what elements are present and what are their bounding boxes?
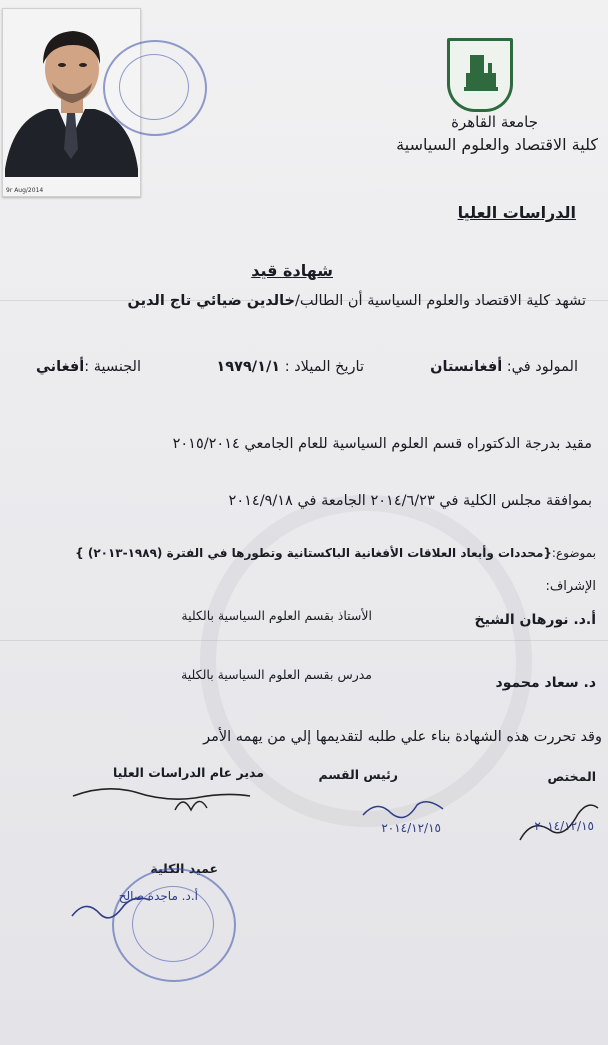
head-of-department-label: رئيس القسم bbox=[318, 767, 398, 782]
topic-line: بموضوع:{محددات وأبعاد العلاقات الأفغانية الباكستانية وتطورها في الفترة (١٩٨٩-٢٠١٣) } bbox=[75, 546, 596, 560]
certification-line: تشهد كلية الاقتصاد والعلوم السياسية أن الطالب/خالدين ضيائي تاج الدين bbox=[127, 293, 586, 309]
thesis-topic: {محددات وأبعاد العلاقات الأفغانية الباكستانية وتطورها في الفترة (١٩٨٩-٢٠١٣) } bbox=[75, 546, 552, 560]
faculty-name: كلية الاقتصاد والعلوم السياسية bbox=[396, 135, 598, 154]
graduate-director-label: مدير عام الدراسات العليا bbox=[112, 765, 264, 780]
nationality-value: أفغاني bbox=[36, 359, 85, 375]
birthdate-value: ١٩٧٩/١/١ bbox=[216, 359, 281, 375]
supervisor1-name: أ.د. نورهان الشيخ bbox=[474, 612, 596, 628]
birthplace-value: أفغانستان bbox=[430, 359, 503, 375]
photo-date-stamp: 9r Aug/2014 bbox=[6, 187, 44, 194]
nationality-line: الجنسية :أفغاني bbox=[36, 359, 141, 375]
department-heading: الدراسات العليا bbox=[457, 203, 576, 222]
specialist-label: المختص bbox=[547, 769, 596, 784]
sphinx-icon bbox=[450, 41, 510, 103]
head-signature-date: ٢٠١٤/١٢/١٥ bbox=[381, 821, 441, 835]
supervisor2-title: مدرس بقسم العلوم السياسية بالكلية bbox=[181, 667, 372, 682]
student-name: خالدين ضيائي تاج الدين bbox=[127, 293, 295, 309]
university-name: جامعة القاهرة bbox=[451, 113, 538, 131]
degree-line: مقيد بدرجة الدكتوراه قسم العلوم السياسية للعام الجامعي ٢٠١٥/٢٠١٤ bbox=[172, 436, 592, 452]
director-signature bbox=[65, 782, 275, 822]
birthplace-line: المولود في: أفغانستان bbox=[430, 359, 578, 375]
approval-line: بموافقة مجلس الكلية في ٢٠١٤/٦/٢٣ الجامعة في ٢٠١٤/٩/١٨ bbox=[228, 493, 592, 509]
dean-signature-text: أ.د. ماجدة صالح bbox=[118, 889, 198, 903]
official-stamp bbox=[103, 40, 207, 136]
birthdate-line: تاريخ الميلاد : ١٩٧٩/١/١ bbox=[216, 359, 364, 375]
specialist-signature-date: ٢٠١٤/١٢/١٥ bbox=[534, 819, 594, 833]
dean-label: عميد الكلية bbox=[150, 861, 218, 876]
certificate-title: شهادة قيد bbox=[251, 261, 333, 280]
university-logo bbox=[447, 38, 513, 112]
closing-statement: وقد تحررت هذه الشهادة بناء علي طلبه لتقديمها إلي من يهمه الأمر bbox=[203, 729, 602, 745]
supervision-label: الإشراف: bbox=[545, 579, 596, 594]
supervisor1-title: الأستاذ بقسم العلوم السياسية بالكلية bbox=[181, 608, 372, 623]
supervisor2-name: د. سعاد محمود bbox=[495, 675, 596, 691]
